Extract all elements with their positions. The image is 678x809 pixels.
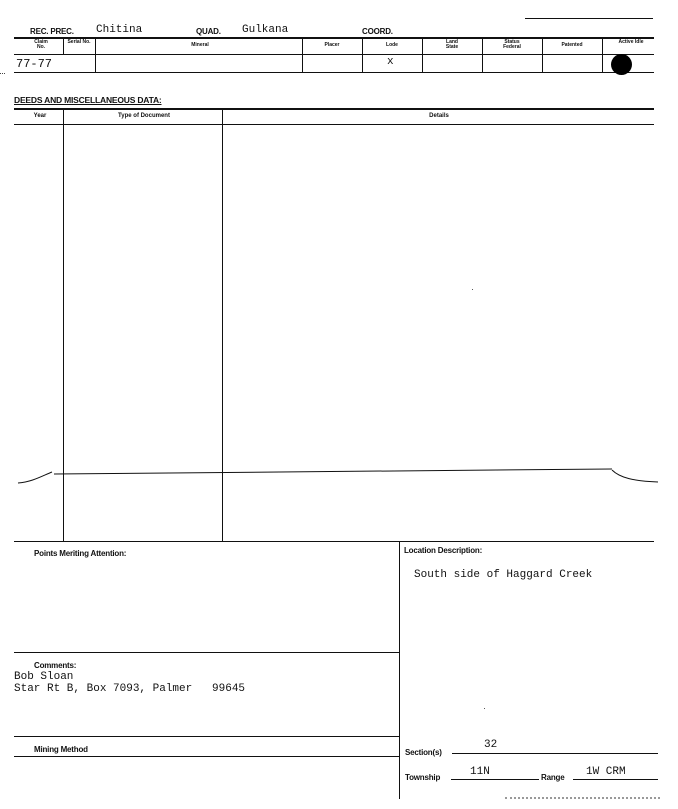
deeds-top-rule bbox=[14, 108, 654, 110]
lower-top-rule bbox=[14, 541, 654, 542]
section-value: 32 bbox=[484, 739, 498, 751]
range-value: 1W CRM bbox=[586, 766, 626, 778]
deeds-header-rule bbox=[14, 124, 654, 125]
points-label: Points Meriting Attention: bbox=[34, 549, 127, 558]
comments-top-rule bbox=[14, 652, 399, 653]
claim-col-sep bbox=[302, 38, 303, 72]
mining-bottom-rule bbox=[14, 756, 399, 757]
claim-col-sep bbox=[602, 38, 603, 72]
bottom-scan-edge bbox=[505, 797, 660, 799]
comments-line-2: Star Rt B, Box 7093, Palmer 99645 bbox=[14, 683, 246, 695]
claim-col-sep bbox=[362, 38, 363, 72]
lower-divider bbox=[399, 541, 400, 799]
deeds-title: DEEDS AND MISCELLANEOUS DATA: bbox=[14, 95, 162, 105]
claim-no-value: 77-77 bbox=[16, 57, 53, 71]
lode-mark: x bbox=[387, 56, 394, 68]
col-mineral: Mineral bbox=[191, 42, 209, 48]
fold-line bbox=[0, 460, 678, 500]
col-details: Details bbox=[429, 113, 449, 119]
col-serial-no: Serial No. bbox=[67, 39, 91, 45]
claim-col-sep bbox=[422, 38, 423, 72]
comments-label: Comments: bbox=[34, 661, 77, 670]
location-label: Location Description: bbox=[404, 546, 483, 555]
col-year: Year bbox=[33, 113, 47, 119]
township-underline bbox=[451, 779, 539, 780]
claim-table-bottom bbox=[14, 72, 654, 73]
active-idle-dot bbox=[611, 54, 632, 75]
township-value: 11N bbox=[470, 766, 490, 778]
scan-mark bbox=[0, 73, 5, 74]
location-value: South side of Haggard Creek bbox=[414, 569, 593, 581]
claim-col-sep bbox=[63, 38, 64, 54]
col-land-state: Land State bbox=[445, 39, 459, 50]
claim-table-header-bottom bbox=[14, 54, 654, 55]
claim-table-top bbox=[14, 37, 654, 39]
range-label: Range bbox=[541, 773, 565, 782]
speck bbox=[484, 708, 485, 709]
col-status-federal: Status Federal bbox=[503, 39, 521, 50]
section-label: Section(s) bbox=[405, 748, 442, 757]
claim-col-sep bbox=[482, 38, 483, 72]
township-label: Township bbox=[405, 773, 441, 782]
range-underline bbox=[573, 779, 658, 780]
comments-line-1: Bob Sloan bbox=[14, 671, 74, 683]
coord-label: COORD. bbox=[362, 27, 393, 36]
rec-prec-value: Chitina bbox=[96, 24, 143, 36]
col-placer: Placer bbox=[324, 42, 340, 48]
col-lode: Lode bbox=[386, 42, 398, 48]
quad-value: Gulkana bbox=[242, 24, 289, 36]
claim-col-sep bbox=[542, 38, 543, 72]
rec-prec-label: REC. PREC. bbox=[30, 27, 74, 36]
speck bbox=[472, 289, 473, 290]
col-type-of-document: Type of Document bbox=[118, 113, 170, 119]
top-rule bbox=[525, 18, 653, 19]
section-underline bbox=[452, 753, 658, 754]
col-claim-no: Claim No. bbox=[34, 39, 48, 50]
claim-col-sep bbox=[95, 38, 96, 72]
quad-label: QUAD. bbox=[196, 27, 221, 36]
col-active-idle: Active Idle bbox=[618, 39, 644, 45]
mining-top-rule bbox=[14, 736, 399, 737]
col-patented: Patented bbox=[561, 42, 583, 48]
mining-method-label: Mining Method bbox=[34, 745, 88, 754]
